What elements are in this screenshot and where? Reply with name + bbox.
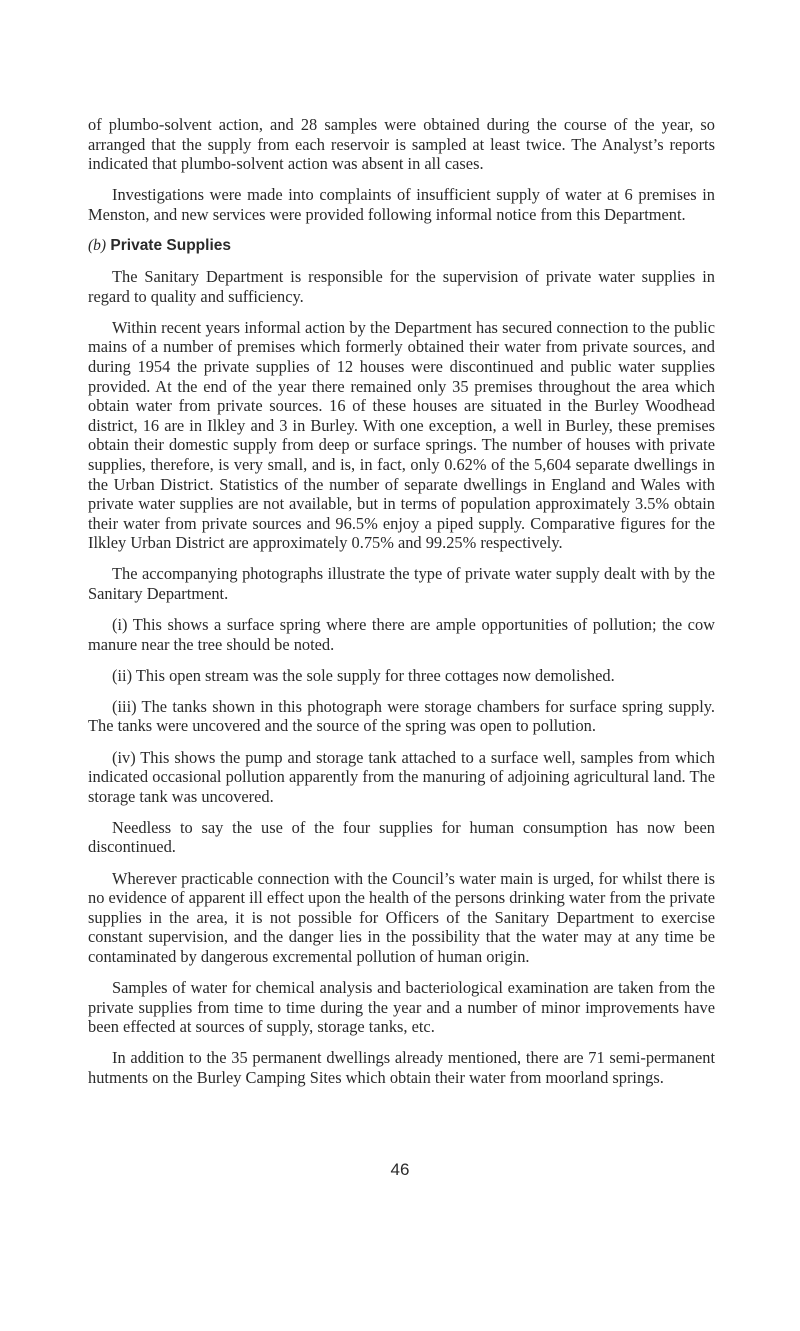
- paragraph-discontinued: Needless to say the use of the four supplies for human consumption has now been discontinued.: [88, 817, 715, 857]
- paragraph-hutments: In addition to the 35 permanent dwellings already mentioned, there are 71 semi-permanent hutments on the Burley Camping Sites which obtain their water from moorland springs.: [88, 1048, 715, 1087]
- paragraph-samples: Samples of water for chemical analysis and bacteriological examination are taken from the private supplies from time to time during the year and a number of minor improvements have been effected at sources of supply, storage tanks, etc.: [88, 977, 715, 1037]
- paragraph-recent-action: Within recent years informal action by the Department has secured connection to the public mains of a number of premises which formerly obtained their water from private sources, and during 1954 the private supplies of 12 houses were discontinued and public water supplies provided. At the end of the year there remained only 35 premises throughout the area which obtain water from private sources. 16 of these houses are situated in the Burley Woodhead district, 16 are in Ilkley and 3 in Burley. With one exception, a well in Burley, these premises obtain their domestic supply from deep or surface springs. The number of houses with private supplies, therefore, is very small, and is, in fact, only 0.62% of the 5,604 separate dwellings in the Urban District. Statistics of the number of separate dwellings in England and Wales with private water supplies are not available, but in terms of population approximately 3.5% obtain their water from private sources and 96.5% enjoy a piped supply. Comparative figures for the Ilkley Urban District are approximately 0.75% and 99.25% respectively.: [88, 317, 715, 553]
- section-title: Private Supplies: [110, 236, 231, 254]
- document-page: [88, 115, 715, 1099]
- paragraph-photo-ii: (ii) This open stream was the sole supply for three cottages now demolished.: [112, 665, 615, 685]
- section-heading-private-supplies: [88, 236, 715, 256]
- paragraph-investigations: Investigations were made into complaints of insufficient supply of water at 6 premises in Menston, and new services were provided following informal notice from this Department.: [88, 185, 715, 224]
- paragraph-photo-i: (i) This shows a surface spring where there are ample opportunities of pollution; the cow manure near the tree should be noted.: [88, 615, 715, 654]
- paragraph-photographs: The accompanying photographs illustrate the type of private water supply dealt with by the Sanitary Department.: [88, 564, 715, 603]
- paragraph-photo-iv: (iv) This shows the pump and storage tank attached to a surface well, samples from which indicated occasional pollution apparently from the manuring of adjoining agricultural land. The storage tank was uncovered.: [88, 747, 715, 806]
- paragraph-photo-iii: (iii) The tanks shown in this photograph were storage chambers for surface spring supply. The tanks were uncovered and the source of the spring was open to pollution.: [88, 696, 715, 736]
- page-number: 46: [390, 1160, 410, 1179]
- paragraph-plumbo-solvent: of plumbo-solvent action, and 28 samples were obtained during the course of the year, so arranged that the supply from each reservoir is sampled at least twice. The Analyst’s reports indicated that plumbo-solvent action was absent in all cases.: [88, 115, 715, 174]
- paragraph-water-main: Wherever practicable connection with the Council’s water main is urged, for whilst there is no evidence of apparent ill effect upon the health of the persons drinking water from the private supplies in the area, it is not possible for Officers of the Sanitary Department to exercise constant supervision, and the danger lies in the possibility that the water may at any time be contaminated by dangerous excremental pollution of human origin.: [88, 868, 715, 966]
- section-marker: (b): [88, 236, 107, 254]
- paragraph-sanitary-department: The Sanitary Department is responsible for the supervision of private water supplies in regard to quality and sufficiency.: [88, 267, 715, 306]
